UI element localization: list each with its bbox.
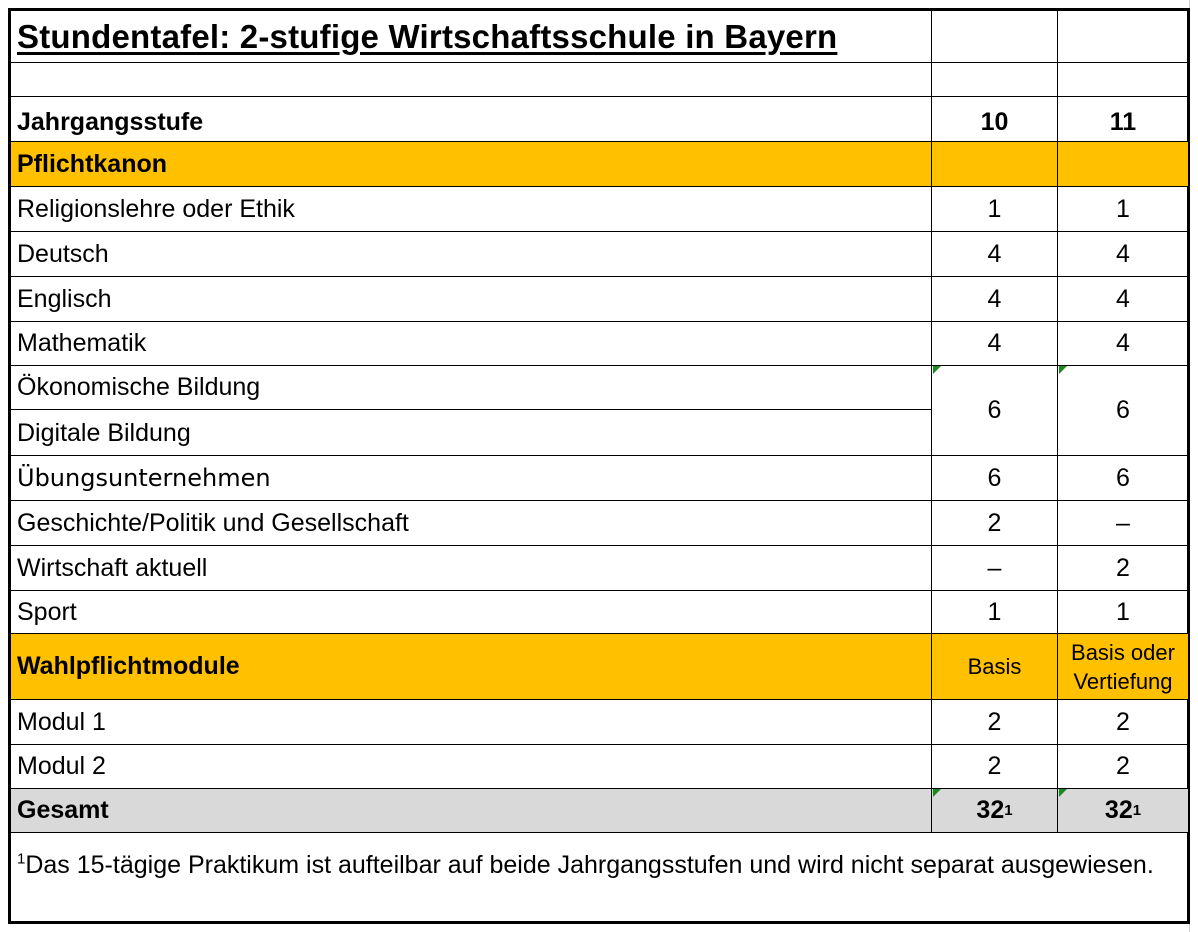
table-row — [11, 277, 1188, 322]
header-row — [11, 97, 1188, 142]
page-title: Stundentafel: 2-stufige Wirtschaftsschule in Bayern — [17, 17, 838, 55]
hours-10-value: 6 — [987, 396, 1002, 424]
comment-marker-icon[interactable] — [933, 366, 941, 374]
hours-10: 4 — [931, 322, 1057, 365]
hours-10: 2 — [931, 700, 1057, 744]
hours-11-value: 6 — [1116, 396, 1130, 424]
total-11: 32 1 — [1057, 789, 1188, 832]
total-10-value: 32 — [976, 796, 1005, 824]
table-row — [11, 745, 1188, 789]
title-cell-11[interactable] — [1057, 11, 1188, 62]
empty-row — [11, 63, 1188, 97]
subject-name: Sport — [17, 597, 77, 626]
section-cell-11[interactable] — [1057, 142, 1188, 186]
section-col-10: Basis — [931, 634, 1057, 699]
header-col-10: 10 — [931, 97, 1057, 141]
subject-name: Wirtschaft aktuell — [17, 553, 208, 582]
hours-10: 6 — [931, 456, 1057, 500]
subject-name: Digitale Bildung — [17, 418, 191, 447]
footnote-text: Das 15-tägige Praktikum ist aufteilbar auf beide Jahrgangsstufen und wird nicht separat ausgewiesen. — [25, 851, 1154, 879]
hours-11: 6 — [1057, 456, 1188, 500]
hours-10: 1 — [931, 591, 1057, 633]
hours-10: 4 — [931, 277, 1057, 321]
table-row-merged — [11, 366, 1188, 456]
hours-10 — [931, 366, 1057, 455]
comment-marker-icon[interactable] — [1059, 789, 1067, 797]
section-row-wahlpflicht — [11, 634, 1188, 700]
hours-11: 2 — [1057, 546, 1188, 590]
total-10: 32 1 — [931, 789, 1057, 832]
table-row — [11, 591, 1188, 634]
hours-11: 1 — [1057, 591, 1188, 633]
hours-11: 1 — [1057, 187, 1188, 231]
subject-name: Deutsch — [17, 239, 109, 268]
title-cell-10[interactable] — [931, 11, 1057, 62]
comment-marker-icon[interactable] — [1059, 366, 1067, 374]
section-label: Pflichtkanon — [17, 149, 168, 178]
hours-10: 2 — [931, 745, 1057, 788]
table-row — [11, 187, 1188, 232]
module-name: Modul 2 — [17, 752, 106, 780]
hours-10: 1 — [931, 187, 1057, 231]
table-row — [11, 700, 1188, 745]
table-row — [11, 322, 1188, 366]
hours-11: 2 — [1057, 745, 1188, 788]
empty-cell[interactable] — [11, 63, 931, 96]
header-label: Jahrgangsstufe — [17, 108, 204, 136]
comment-marker-icon[interactable] — [933, 789, 941, 797]
header-col-11: 11 — [1057, 97, 1188, 141]
hours-11: 2 — [1057, 700, 1188, 744]
table-row — [11, 546, 1188, 591]
table-row — [11, 456, 1188, 501]
section-cell-10[interactable] — [931, 142, 1057, 186]
hours-11: 4 — [1057, 322, 1188, 365]
table-row — [11, 232, 1188, 277]
total-row — [11, 789, 1188, 833]
subject-name: Englisch — [17, 284, 112, 313]
subject-name: Ökonomische Bildung — [11, 366, 931, 410]
section-row-pflichtkanon — [11, 142, 1188, 187]
section-col-11-line1: Basis oder — [1071, 639, 1175, 665]
title-row — [11, 11, 1188, 63]
subject-name: Übungsunternehmen — [17, 464, 271, 492]
subject-name: Religionslehre oder Ethik — [17, 194, 295, 223]
module-name: Modul 1 — [17, 707, 106, 736]
hours-10: 4 — [931, 232, 1057, 276]
section-col-11-line2: Vertiefung — [1073, 668, 1173, 694]
hours-11: – — [1057, 501, 1188, 545]
hours-10: – — [931, 546, 1057, 590]
hours-10: 2 — [931, 501, 1057, 545]
hours-11: 4 — [1057, 232, 1188, 276]
footnote-marker: 1 — [17, 850, 26, 868]
subject-name: Mathematik — [17, 329, 147, 357]
subject-name: Geschichte/Politik und Gesellschaft — [17, 508, 409, 537]
empty-cell-11[interactable] — [1057, 63, 1188, 96]
hours-11 — [1057, 366, 1188, 455]
hours-11: 4 — [1057, 277, 1188, 321]
total-11-value: 32 — [1104, 796, 1133, 824]
table-row — [11, 501, 1188, 546]
empty-cell-10[interactable] — [931, 63, 1057, 96]
total-label: Gesamt — [17, 796, 109, 824]
section-col-11 — [1057, 634, 1188, 699]
footnote — [11, 833, 1188, 921]
section-label: Wahlpflichtmodule — [17, 652, 240, 680]
